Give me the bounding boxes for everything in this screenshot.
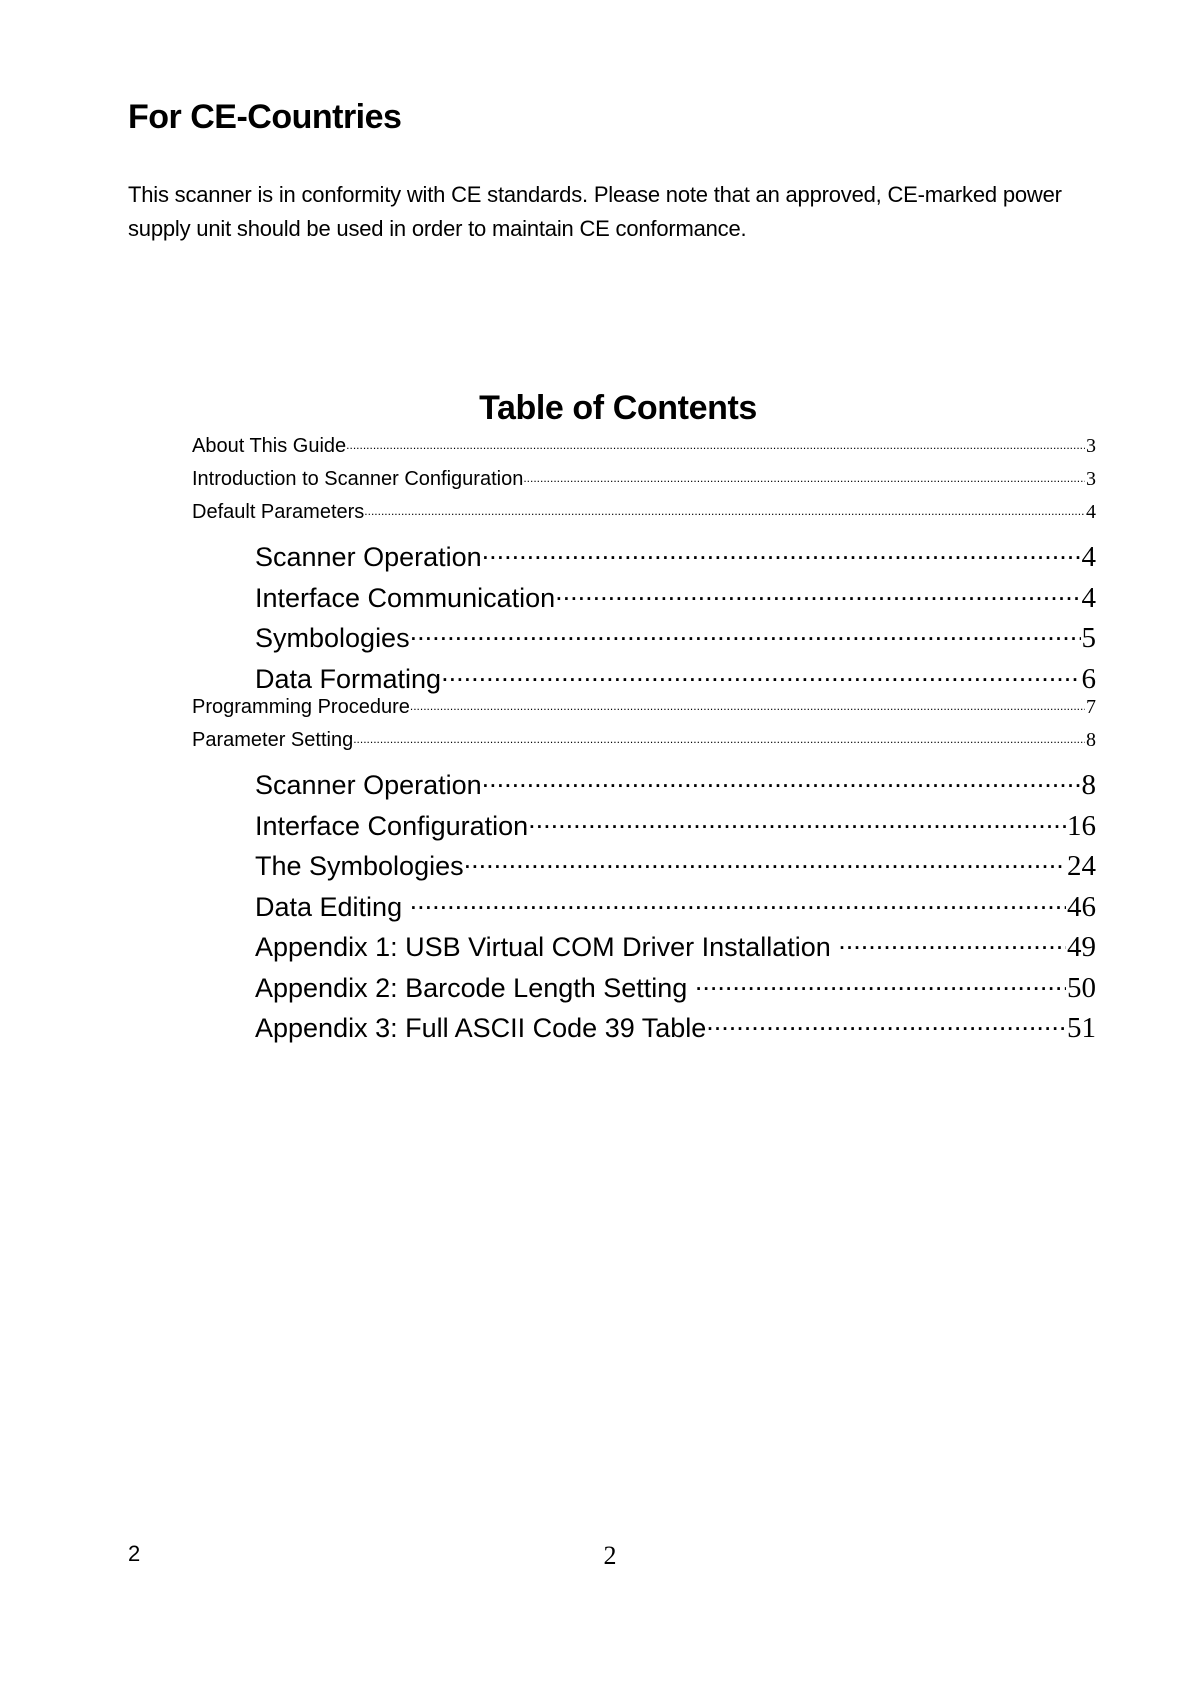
footer-page-number-center: 2 xyxy=(603,1541,617,1570)
toc-entry-label: Introduction to Scanner Configuration xyxy=(192,468,524,490)
toc-entry-label: Scanner Operation xyxy=(255,542,482,573)
toc-dot-leader xyxy=(555,575,1080,607)
toc-dot-leader xyxy=(838,924,1066,956)
toc-entry-programming-procedure[interactable] xyxy=(192,696,1096,729)
toc-entry-page: 6 xyxy=(1081,662,1096,695)
toc-entry-page: 3 xyxy=(1086,468,1096,490)
toc-entry-about-this-guide[interactable] xyxy=(192,435,1096,468)
toc-dot-leader xyxy=(441,656,1080,688)
toc-entry-scanner-operation-defaults[interactable] xyxy=(192,534,1096,575)
toc-entry-page: 51 xyxy=(1067,1012,1096,1045)
toc-dot-leader xyxy=(482,762,1081,794)
toc-entry-data-editing[interactable] xyxy=(192,884,1096,925)
toc-title: Table of Contents xyxy=(479,389,757,427)
toc-entry-page: 3 xyxy=(1086,435,1096,457)
toc-entry-page: 8 xyxy=(1081,769,1096,802)
toc-dot-leader xyxy=(482,534,1081,566)
toc-entry-label: Scanner Operation xyxy=(255,770,482,801)
footer-page-number-left: 2 xyxy=(128,1541,141,1566)
toc-entry-page: 4 xyxy=(1081,581,1096,614)
toc-entry-introduction[interactable] xyxy=(192,468,1096,501)
toc-dot-leader xyxy=(410,615,1081,647)
toc-entry-label: Symbologies xyxy=(255,623,410,654)
ce-conformity-paragraph: This scanner is in conformity with CE standards. Please note that an approved, CE-marked power supply unit should be used in order to maintain CE conformance. xyxy=(128,182,1062,241)
toc-entry-page: 24 xyxy=(1067,850,1096,883)
toc-entry-label: Parameter Setting xyxy=(192,729,354,751)
table-of-contents xyxy=(192,435,1096,1046)
toc-entry-data-formating[interactable] xyxy=(192,656,1096,697)
toc-entry-page: 7 xyxy=(1086,696,1096,718)
toc-dot-leader xyxy=(706,1005,1066,1037)
toc-entry-page: 49 xyxy=(1067,931,1096,964)
toc-entry-page: 5 xyxy=(1081,622,1096,655)
toc-entry-label: Programming Procedure xyxy=(192,696,410,718)
toc-entry-appendix-3[interactable] xyxy=(192,1005,1096,1046)
toc-dot-leader xyxy=(528,803,1066,835)
toc-entry-appendix-2[interactable] xyxy=(192,965,1096,1006)
toc-entry-label: Appendix 1: USB Virtual COM Driver Installation xyxy=(255,932,839,963)
toc-dot-leader xyxy=(695,965,1066,997)
toc-entry-label: Appendix 3: Full ASCII Code 39 Table xyxy=(255,1013,707,1044)
toc-entry-page: 8 xyxy=(1086,729,1096,751)
toc-entry-page: 46 xyxy=(1067,890,1096,923)
toc-entry-interface-communication[interactable] xyxy=(192,575,1096,616)
toc-entry-scanner-operation[interactable] xyxy=(192,762,1096,803)
toc-entry-default-parameters[interactable] xyxy=(192,501,1096,534)
toc-entry-page: 50 xyxy=(1067,971,1096,1004)
toc-entry-interface-configuration[interactable] xyxy=(192,803,1096,844)
toc-entry-page: 4 xyxy=(1081,541,1096,574)
toc-entry-appendix-1[interactable] xyxy=(192,924,1096,965)
ce-section-title: For CE-Countries xyxy=(128,98,402,136)
toc-dot-leader xyxy=(353,732,1085,746)
toc-dot-leader xyxy=(464,843,1066,875)
toc-dot-leader xyxy=(346,438,1085,452)
toc-dot-leader xyxy=(410,884,1066,916)
toc-entry-label: Interface Configuration xyxy=(255,810,529,841)
toc-entry-label: Appendix 2: Barcode Length Setting xyxy=(255,972,695,1003)
toc-entry-the-symbologies[interactable] xyxy=(192,843,1096,884)
toc-entry-page: 4 xyxy=(1086,501,1096,523)
toc-entry-label: About This Guide xyxy=(192,435,347,457)
toc-entry-label: Interface Communication xyxy=(255,582,556,613)
toc-entry-label: Data Formating xyxy=(255,663,442,694)
toc-entry-label: Data Editing xyxy=(255,891,410,922)
toc-dot-leader xyxy=(364,504,1085,518)
toc-entry-label: The Symbologies xyxy=(255,851,464,882)
toc-entry-parameter-setting[interactable] xyxy=(192,729,1096,762)
toc-dot-leader xyxy=(410,699,1085,713)
toc-entry-page: 16 xyxy=(1067,809,1096,842)
toc-entry-symbologies[interactable] xyxy=(192,615,1096,656)
toc-entry-label: Default Parameters xyxy=(192,501,365,523)
toc-dot-leader xyxy=(523,471,1085,485)
